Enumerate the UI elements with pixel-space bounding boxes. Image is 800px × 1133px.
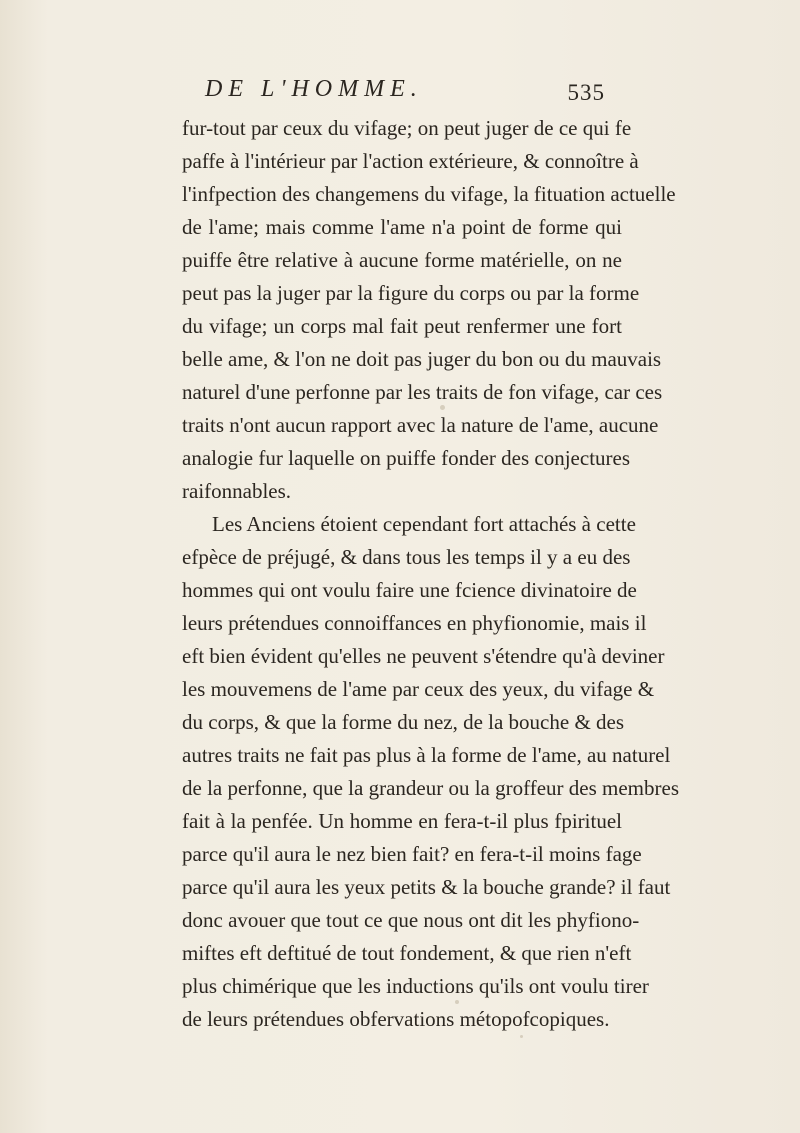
- text-line: belle ame, & l'on ne doit pas juger du bon ou du mauvais: [182, 347, 662, 371]
- page-header: [205, 76, 605, 112]
- text-line: l'infpection des changemens du vifage, la fituation actuelle: [182, 182, 676, 206]
- paper-speck: [520, 1035, 523, 1038]
- running-title: DE L'HOMME.: [205, 76, 423, 102]
- text-line: paffe à l'intérieur par l'action extérieure, & connoître à: [182, 149, 639, 173]
- text-line: hommes qui ont voulu faire une fcience divinatoire de: [182, 578, 637, 602]
- text-line: efpèce de préjugé, & dans tous les temps il y a eu des: [182, 545, 631, 569]
- text-line: de la perfonne, que la grandeur ou la groffeur des membres: [182, 776, 679, 800]
- text-line: plus chimérique que les inductions qu'ils ont voulu tirer: [182, 974, 649, 998]
- text-line: leurs prétendues connoiffances en phyfionomie, mais il: [182, 611, 647, 635]
- text-line: raifonnables.: [182, 479, 292, 503]
- text-line: analogie fur laquelle on puiffe fonder des conjectures: [182, 446, 631, 470]
- text-line: donc avouer que tout ce que nous ont dit les phyfiono-: [182, 908, 640, 932]
- text-line: fait à la penfée. Un homme en fera-t-il plus fpirituel: [182, 809, 622, 833]
- text-line: du corps, & que la forme du nez, de la bouche & des: [182, 710, 625, 734]
- text-line: miftes eft deftitué de tout fondement, & que rien n'eft: [182, 941, 632, 965]
- text-line: parce qu'il aura les yeux petits & la bouche grande? il faut: [182, 875, 671, 899]
- paragraph-start-line: Les Anciens étoient cependant fort attachés à cette: [212, 512, 636, 536]
- text-line: fur-tout par ceux du vifage; on peut juger de ce qui fe: [182, 116, 632, 140]
- text-line: peut pas la juger par la figure du corps ou par la forme: [182, 281, 640, 305]
- text-line: puiffe être relative à aucune forme matérielle, on ne: [182, 248, 622, 272]
- text-line: les mouvemens de l'ame par ceux des yeux, du vifage &: [182, 677, 655, 701]
- text-line: de l'ame; mais comme l'ame n'a point de forme qui: [182, 215, 622, 239]
- paper-speck: [440, 405, 445, 410]
- text-line: de leurs prétendues obfervations métopofcopiques.: [182, 1007, 610, 1031]
- text-line: eft bien évident qu'elles ne peuvent s'étendre qu'à deviner: [182, 644, 665, 668]
- text-line: parce qu'il aura le nez bien fait? en fera-t-il moins fage: [182, 842, 642, 866]
- text-line: autres traits ne fait pas plus à la forme de l'ame, au naturel: [182, 743, 671, 767]
- paper-speck: [455, 1000, 459, 1004]
- text-line: du vifage; un corps mal fait peut renfermer une fort: [182, 314, 622, 338]
- text-line: traits n'ont aucun rapport avec la nature de l'ame, aucune: [182, 413, 659, 437]
- text-line: naturel d'une perfonne par les traits de fon vifage, car ces: [182, 380, 663, 404]
- body-text: [182, 112, 679, 1036]
- page-number: 535: [567, 80, 605, 105]
